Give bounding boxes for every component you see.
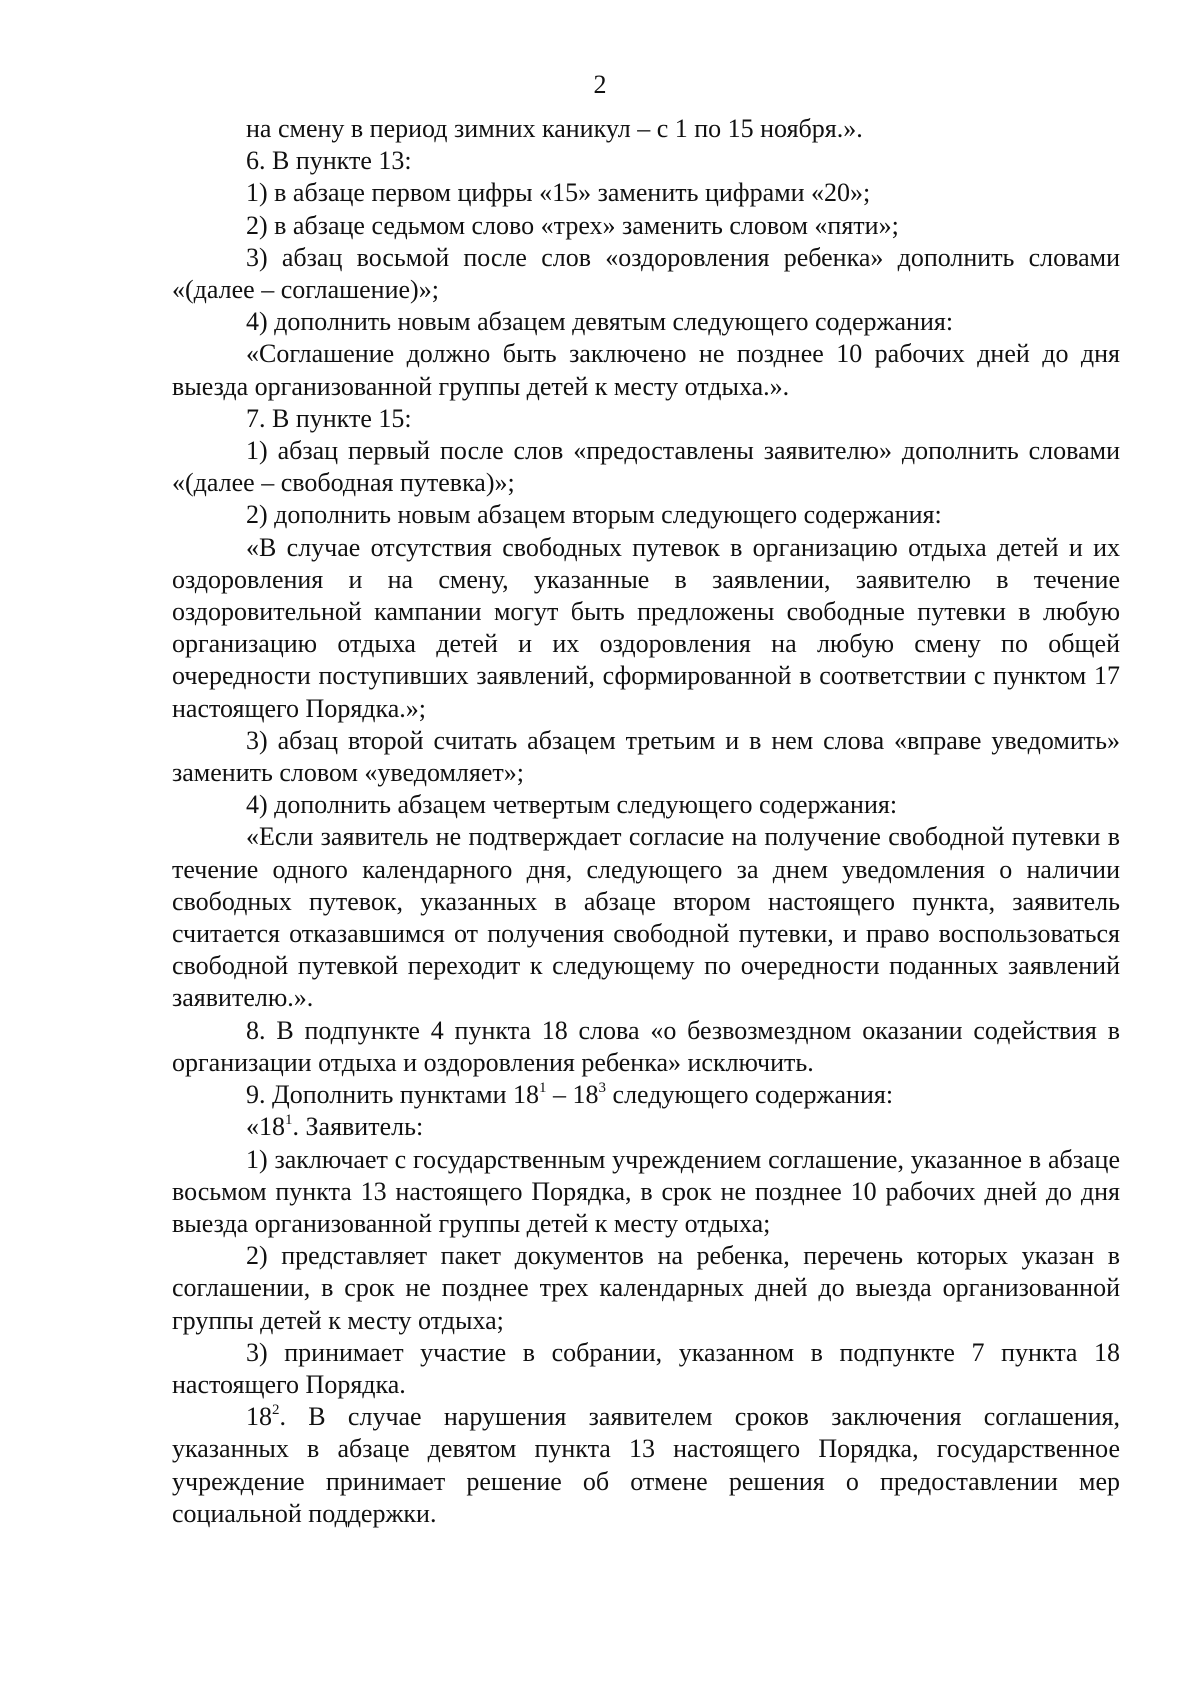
paragraph: [172, 1401, 1120, 1530]
paragraph: «В случае отсутствия свободных путевок в организацию отдыха детей и их оздоровления и на смену, указанные в заявлении, заявителю в течение оздоровительной кампании могут быть предложены свободные путевки в любую организацию отдыха детей и их оздоровления на любую смену по общей очередности поступивших заявлений, сформированной в соответствии с пунктом 17 настоящего Порядка.»;: [172, 532, 1120, 723]
paragraph: 3) абзац второй считать абзацем третьим и в нем слова «вправе уведомить» заменить словом «уведомляет»;: [172, 725, 1120, 788]
paragraph-text-segment: 18: [246, 1402, 272, 1432]
superscript-number: 3: [598, 1080, 607, 1097]
superscript-number: 2: [272, 1402, 280, 1419]
paragraph: на смену в период зимних каникул – с 1 по 15 ноября.».: [246, 114, 863, 143]
paragraph: 6. В пункте 13:: [246, 146, 412, 176]
paragraph-text-segment: «18: [246, 1112, 285, 1142]
paragraph: 2) представляет пакет документов на ребенка, перечень которых указан в соглашении, в срок не позднее трех календарных дней до выезда организованной группы детей к месту отдыха;: [172, 1241, 1120, 1335]
paragraph: 7. В пункте 15:: [246, 403, 412, 433]
paragraph: 8. В подпункте 4 пункта 18 слова «о безвозмездном оказании содействия в организации отдыха и оздоровления ребенка» исключить.: [172, 1015, 1120, 1077]
paragraph-text-segment: . В случае нарушения заявителем сроков заключения соглашения, указанных в абзаце девятом пункта 13 настоящего Порядка, государственное учреждение принимает решение об отмене решения о предоставлении мер социальной поддержки.: [172, 1402, 1120, 1528]
paragraph: [172, 1111, 1120, 1143]
document-body: [172, 113, 1120, 1530]
paragraph: 1) заключает с государственным учреждением соглашение, указанное в абзаце восьмом пункта 13 настоящего Порядка, в срок не позднее 10 рабочих дней до дня выезда организованной группы детей к месту отдыха;: [172, 1144, 1120, 1238]
paragraph-text-segment: следующего содержания:: [606, 1080, 894, 1110]
paragraph-text-segment: . Заявитель:: [292, 1112, 424, 1142]
paragraph: 2) дополнить новым абзацем вторым следующего содержания:: [246, 500, 942, 530]
paragraph-text-segment: – 18: [546, 1080, 599, 1110]
paragraph-text-segment: 9. Дополнить пунктами 18: [246, 1080, 540, 1110]
paragraph: 1) абзац первый после слов «предоставлены заявителю» дополнить словами «(далее – свободная путевка)»;: [172, 436, 1120, 498]
superscript-number: 1: [285, 1112, 293, 1129]
paragraph: 3) абзац восьмой после слов «оздоровления ребенка» дополнить словами «(далее – соглашение)»;: [172, 242, 1120, 305]
paragraph: «Если заявитель не подтверждает согласие на получение свободной путевки в течение одного календарного дня, следующего за днем уведомления о наличии свободных путевок, указанных в абзаце втором настоящего пункта, заявитель считается отказавшимся от получения свободной путевки, и право воспользоваться свободной путевкой переходит к следующему по очередности поданных заявлений заявителю.».: [172, 822, 1120, 1013]
paragraph: 3) принимает участие в собрании, указанном в подпункте 7 пункта 18 настоящего Порядка.: [172, 1337, 1120, 1399]
paragraph: 4) дополнить новым абзацем девятым следующего содержания:: [246, 307, 954, 337]
paragraph: 1) в абзаце первом цифры «15» заменить цифрами «20»;: [246, 178, 871, 208]
page-number: 2: [593, 70, 607, 99]
paragraph: 2) в абзаце седьмом слово «трех» заменить словом «пяти»;: [246, 210, 899, 240]
superscript-number: 1: [539, 1080, 547, 1097]
paragraph: 4) дополнить абзацем четвертым следующего содержания:: [246, 790, 898, 820]
paragraph: [172, 1079, 1120, 1111]
paragraph: «Соглашение должно быть заключено не позднее 10 рабочих дней до дня выезда организованной группы детей к месту отдыха.».: [172, 339, 1120, 401]
